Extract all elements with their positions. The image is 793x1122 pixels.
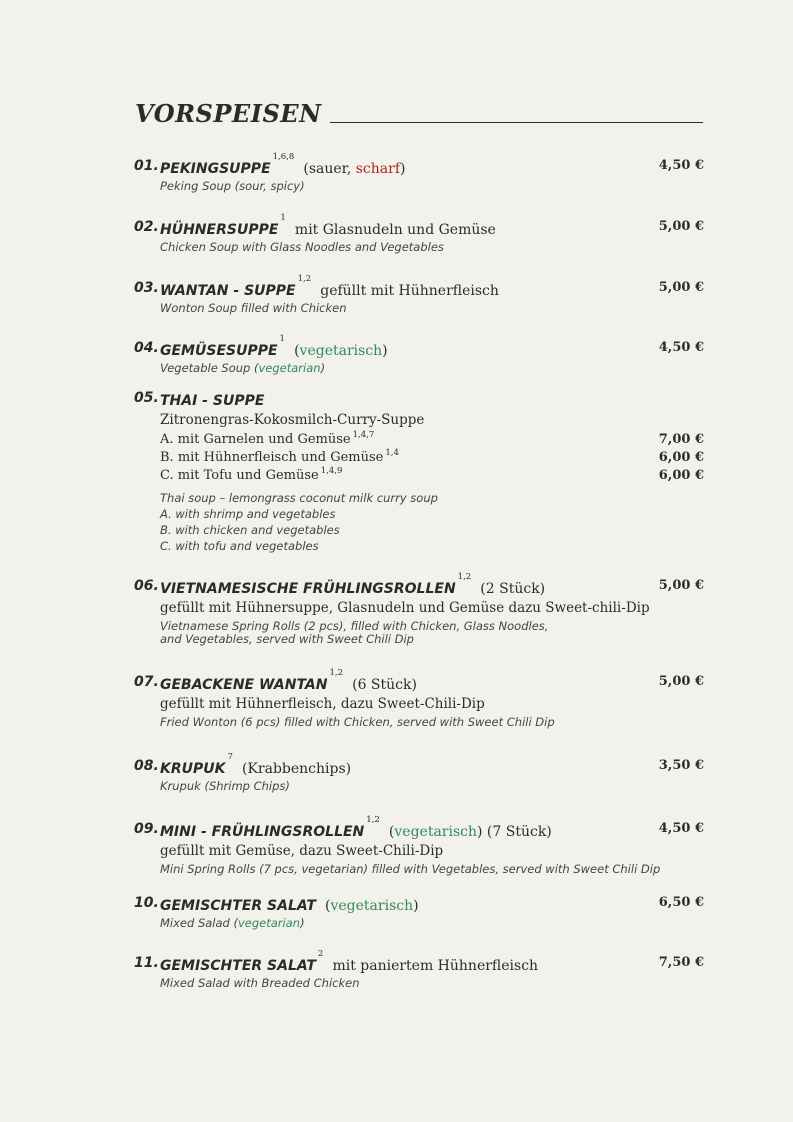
item-price: 5,00 € xyxy=(658,578,704,593)
item-name: HÜHNERSUPPE xyxy=(160,222,279,238)
item-description: (vegetarisch) xyxy=(294,343,388,359)
item-price: 5,00 € xyxy=(658,674,704,689)
item-number: 06. xyxy=(134,578,159,594)
item-english: Krupuk (Shrimp Chips) xyxy=(160,779,290,793)
spicy-label: scharf xyxy=(355,161,400,177)
item-number: 05. xyxy=(134,390,159,406)
menu-item-10 xyxy=(134,895,704,931)
allergen-codes: 1,2 xyxy=(366,815,380,825)
item-price: 5,00 € xyxy=(658,280,704,295)
allergen-codes: 1,2 xyxy=(457,572,472,582)
item-name: WANTAN - SUPPE xyxy=(160,283,296,299)
option-label: B. mit Hühnerfleisch und Gemüse xyxy=(160,450,384,465)
item-name: KRUPUK xyxy=(160,761,226,777)
allergen-codes: 1,6,8 xyxy=(272,152,295,162)
item-english: B. with chicken and vegetables xyxy=(160,523,340,537)
section-title: VORSPEISEN xyxy=(135,99,322,128)
item-german-description: Zitronengras-Kokosmilch-Curry-Suppe xyxy=(160,412,425,428)
item-price: 6,50 € xyxy=(658,895,704,910)
allergen-codes: 1,2 xyxy=(297,274,312,284)
item-english: Peking Soup (sour, spicy) xyxy=(160,179,305,193)
item-number: 03. xyxy=(134,280,159,296)
item-english: and Vegetables, served with Sweet Chili Dip xyxy=(160,632,414,646)
item-description: (6 Stück) xyxy=(352,677,417,693)
item-english: Vietnamese Spring Rolls (2 pcs), filled with Chicken, Glass Noodles, xyxy=(160,619,549,633)
item-number: 01. xyxy=(134,158,159,174)
item-price: 4,50 € xyxy=(658,340,704,355)
allergen-codes: 1,4,7 xyxy=(352,430,375,440)
vegetarian-label: vegetarisch xyxy=(330,898,414,914)
allergen-codes: 1 xyxy=(280,213,286,223)
item-number: 04. xyxy=(134,340,159,356)
item-english: Thai soup – lemongrass coconut milk curry soup xyxy=(160,491,438,505)
item-name: GEMISCHTER SALAT xyxy=(160,958,316,974)
allergen-codes: 1,4 xyxy=(385,448,399,458)
item-german-description: gefüllt mit Hühnersuppe, Glasnudeln und Gemüse dazu Sweet-chili-Dip xyxy=(160,600,650,616)
heading-rule xyxy=(330,122,703,123)
item-number: 02. xyxy=(134,219,159,235)
allergen-codes: 7 xyxy=(227,752,233,762)
item-price: 5,00 € xyxy=(658,219,704,234)
item-english: Mixed Salad with Breaded Chicken xyxy=(160,976,360,990)
item-english: C. with tofu and vegetables xyxy=(160,539,319,553)
item-price: 4,50 € xyxy=(658,158,704,173)
item-name: THAI - SUPPE xyxy=(160,393,265,409)
item-english: Chicken Soup with Glass Noodles and Vegetables xyxy=(160,240,444,254)
item-description: mit Glasnudeln und Gemüse xyxy=(294,222,496,238)
option-b xyxy=(160,450,704,468)
item-number: 11. xyxy=(134,955,159,971)
item-description: (vegetarisch) (7 Stück) xyxy=(388,824,552,840)
menu-item-01 xyxy=(134,152,704,194)
menu-item-07 xyxy=(134,668,704,730)
allergen-codes: 1 xyxy=(279,334,285,344)
item-name: PEKINGSUPPE xyxy=(160,161,271,177)
item-price: 3,50 € xyxy=(658,758,704,773)
item-name: GEMISCHTER SALAT xyxy=(160,898,316,914)
item-english: Wonton Soup filled with Chicken xyxy=(160,301,347,315)
option-price: 6,00 € xyxy=(658,450,704,465)
menu-item-09 xyxy=(134,815,704,877)
option-label: A. mit Garnelen und Gemüse xyxy=(160,432,351,447)
item-name: GEBACKENE WANTAN xyxy=(160,677,328,693)
item-name: GEMÜSESUPPE xyxy=(160,343,278,359)
allergen-codes: 2 xyxy=(317,949,324,959)
menu-item-06 xyxy=(134,572,704,646)
option-c xyxy=(160,468,704,486)
item-description: mit paniertem Hühnerfleisch xyxy=(332,958,539,974)
item-number: 08. xyxy=(134,758,159,774)
menu-item-04 xyxy=(134,334,704,376)
item-english: A. with shrimp and vegetables xyxy=(160,507,336,521)
section-heading xyxy=(135,100,703,128)
item-description: (Krabbenchips) xyxy=(242,761,352,777)
option-label: C. mit Tofu und Gemüse xyxy=(160,468,319,483)
item-number: 07. xyxy=(134,674,159,690)
menu-item-02 xyxy=(134,213,704,255)
item-english: Fried Wonton (6 pcs) filled with Chicken, served with Sweet Chili Dip xyxy=(160,715,555,729)
option-price: 6,00 € xyxy=(658,468,704,483)
option-a xyxy=(160,432,704,450)
menu-item-05 xyxy=(134,390,704,554)
item-description: (sauer, scharf) xyxy=(303,161,406,177)
vegetarian-label: vegetarisch xyxy=(299,343,383,359)
item-english: Mini Spring Rolls (7 pcs, vegetarian) filled with Vegetables, served with Sweet Chili Dip xyxy=(160,862,661,876)
menu-item-11 xyxy=(134,949,704,991)
item-german-description: gefüllt mit Gemüse, dazu Sweet-Chili-Dip xyxy=(160,843,444,859)
item-price: 4,50 € xyxy=(658,821,704,836)
item-english: Mixed Salad (vegetarian) xyxy=(160,916,305,930)
item-number: 09. xyxy=(134,821,159,837)
item-name: MINI - FRÜHLINGSROLLEN xyxy=(160,824,365,840)
item-price: 7,50 € xyxy=(658,955,704,970)
item-german-description: gefüllt mit Hühnerfleisch, dazu Sweet-Chili-Dip xyxy=(160,696,485,712)
item-number: 10. xyxy=(134,895,159,911)
option-price: 7,00 € xyxy=(658,432,704,447)
item-english: Vegetable Soup (vegetarian) xyxy=(160,361,326,375)
menu-item-03 xyxy=(134,274,704,316)
item-description: (vegetarisch) xyxy=(325,898,419,914)
item-name: VIETNAMESISCHE FRÜHLINGSROLLEN xyxy=(160,581,456,597)
vegetarian-label: vegetarisch xyxy=(394,824,478,840)
menu-item-08 xyxy=(134,752,704,794)
allergen-codes: 1,4,9 xyxy=(320,466,343,476)
item-description: (2 Stück) xyxy=(480,581,546,597)
allergen-codes: 1,2 xyxy=(329,668,344,678)
item-description: gefüllt mit Hühnerfleisch xyxy=(320,283,499,299)
